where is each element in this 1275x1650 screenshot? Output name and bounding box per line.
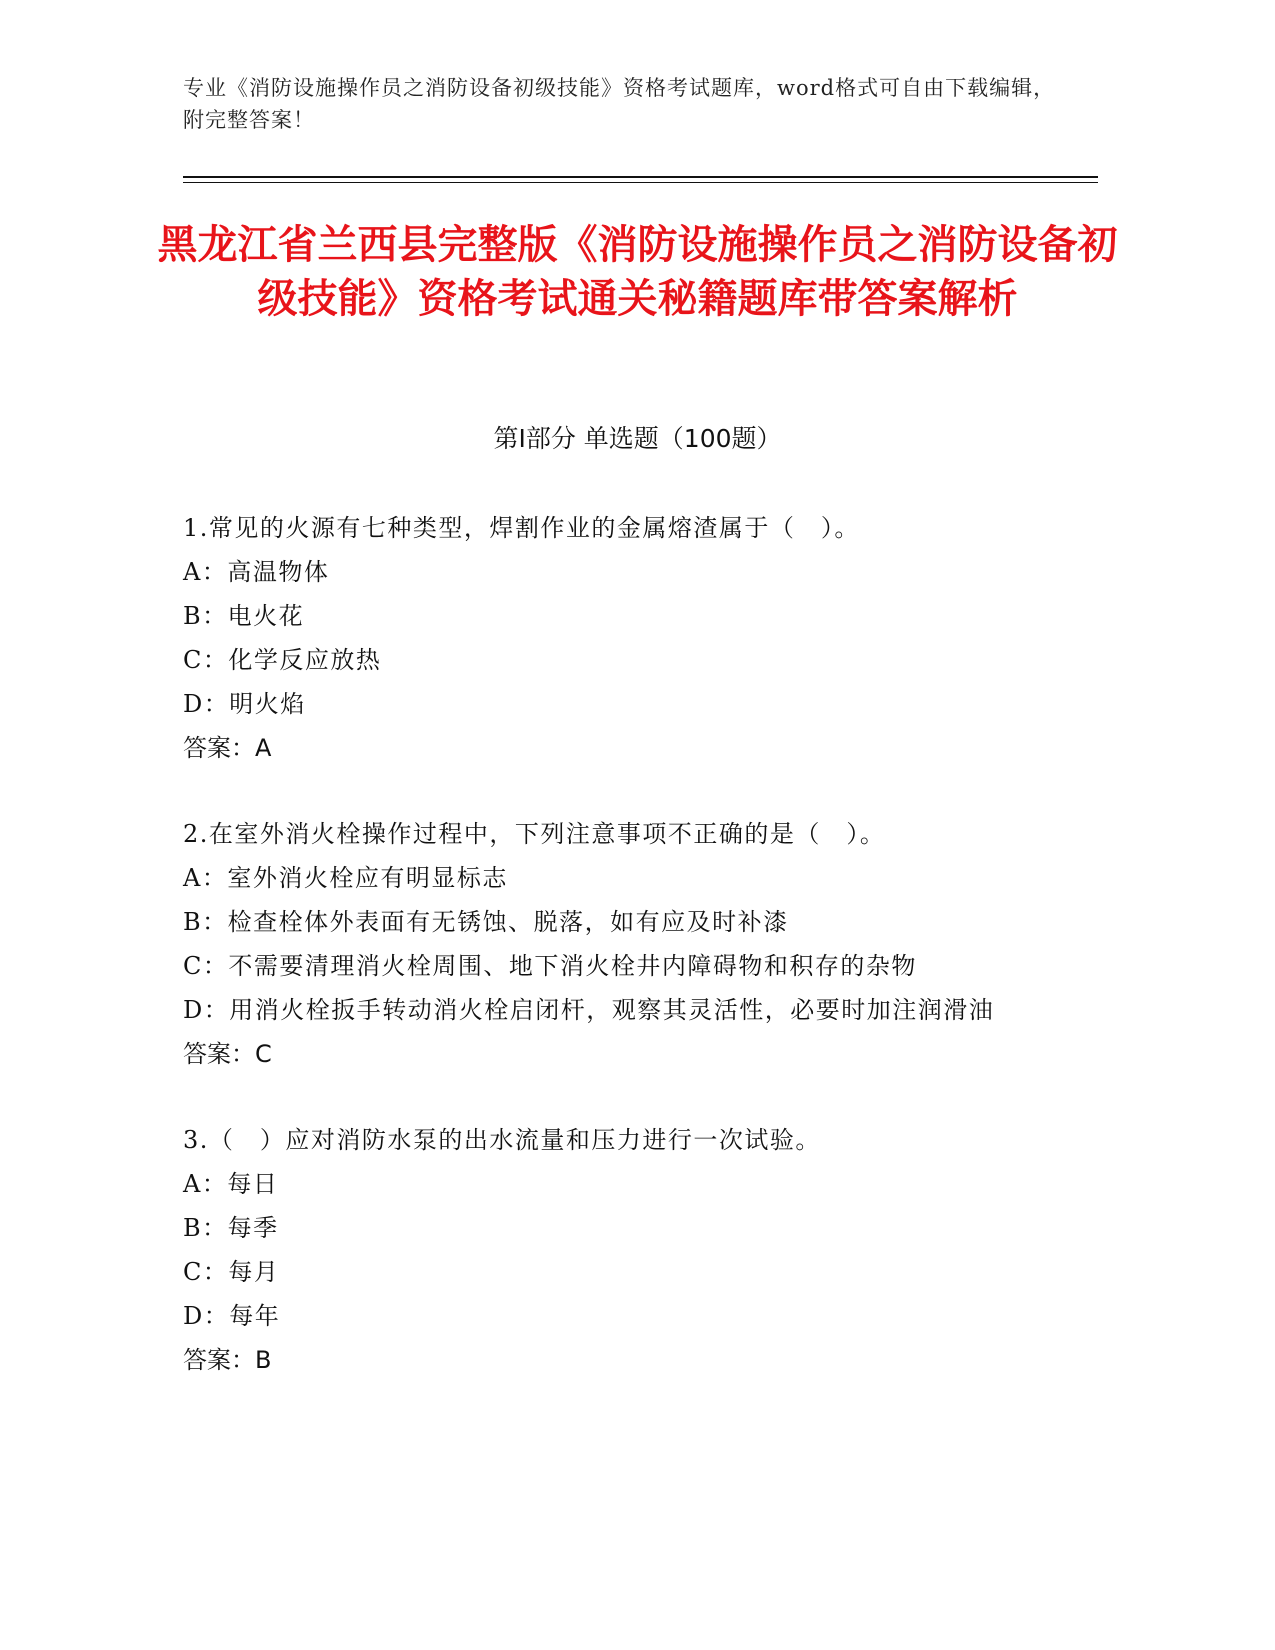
option-c: C：不需要清理消火栓周围、地下消火栓井内障碍物和积存的杂物	[183, 952, 917, 980]
option-d: D：用消火栓扳手转动消火栓启闭杆，观察其灵活性，必要时加注润滑油	[183, 996, 995, 1024]
question-stem: 3.（ ）应对消防水泵的出水流量和压力进行一次试验。	[183, 1126, 821, 1154]
question-1	[183, 506, 1063, 770]
header-rule-thick	[183, 176, 1098, 178]
option-b: B：检查栓体外表面有无锈蚀、脱落，如有应及时补漆	[183, 908, 789, 936]
question-2	[183, 812, 1063, 1076]
header-rule-thin	[183, 182, 1098, 183]
option-c: C：每月	[183, 1258, 280, 1286]
option-b: B：电火花	[183, 602, 305, 630]
option-a: A：每日	[183, 1170, 279, 1198]
answer-line: 答案：A	[183, 734, 272, 762]
answer-line: 答案：B	[183, 1346, 272, 1374]
question-list	[183, 506, 1063, 1424]
section-heading: 第Ⅰ部分 单选题（100题）	[493, 424, 782, 453]
option-b: B：每季	[183, 1214, 279, 1242]
question-stem: 1.常见的火源有七种类型，焊割作业的金属熔渣属于（ ）。	[183, 514, 860, 542]
option-a: A：高温物体	[183, 558, 330, 586]
header-note: 专业《消防设施操作员之消防设备初级技能》资格考试题库，word格式可自由下载编辑，附完整答案！	[183, 76, 1056, 132]
option-a: A：室外消火栓应有明显标志	[183, 864, 508, 892]
question-3	[183, 1118, 1063, 1382]
option-d: D：每年	[183, 1302, 281, 1330]
option-c: C：化学反应放热	[183, 646, 382, 674]
option-d: D：明火焰	[183, 690, 306, 718]
document-title: 黑龙江省兰西县完整版《消防设施操作员之消防设备初级技能》资格考试通关秘籍题库带答案解析	[157, 222, 1118, 322]
question-stem: 2.在室外消火栓操作过程中，下列注意事项不正确的是（ ）。	[183, 820, 886, 848]
answer-line: 答案：C	[183, 1040, 272, 1068]
